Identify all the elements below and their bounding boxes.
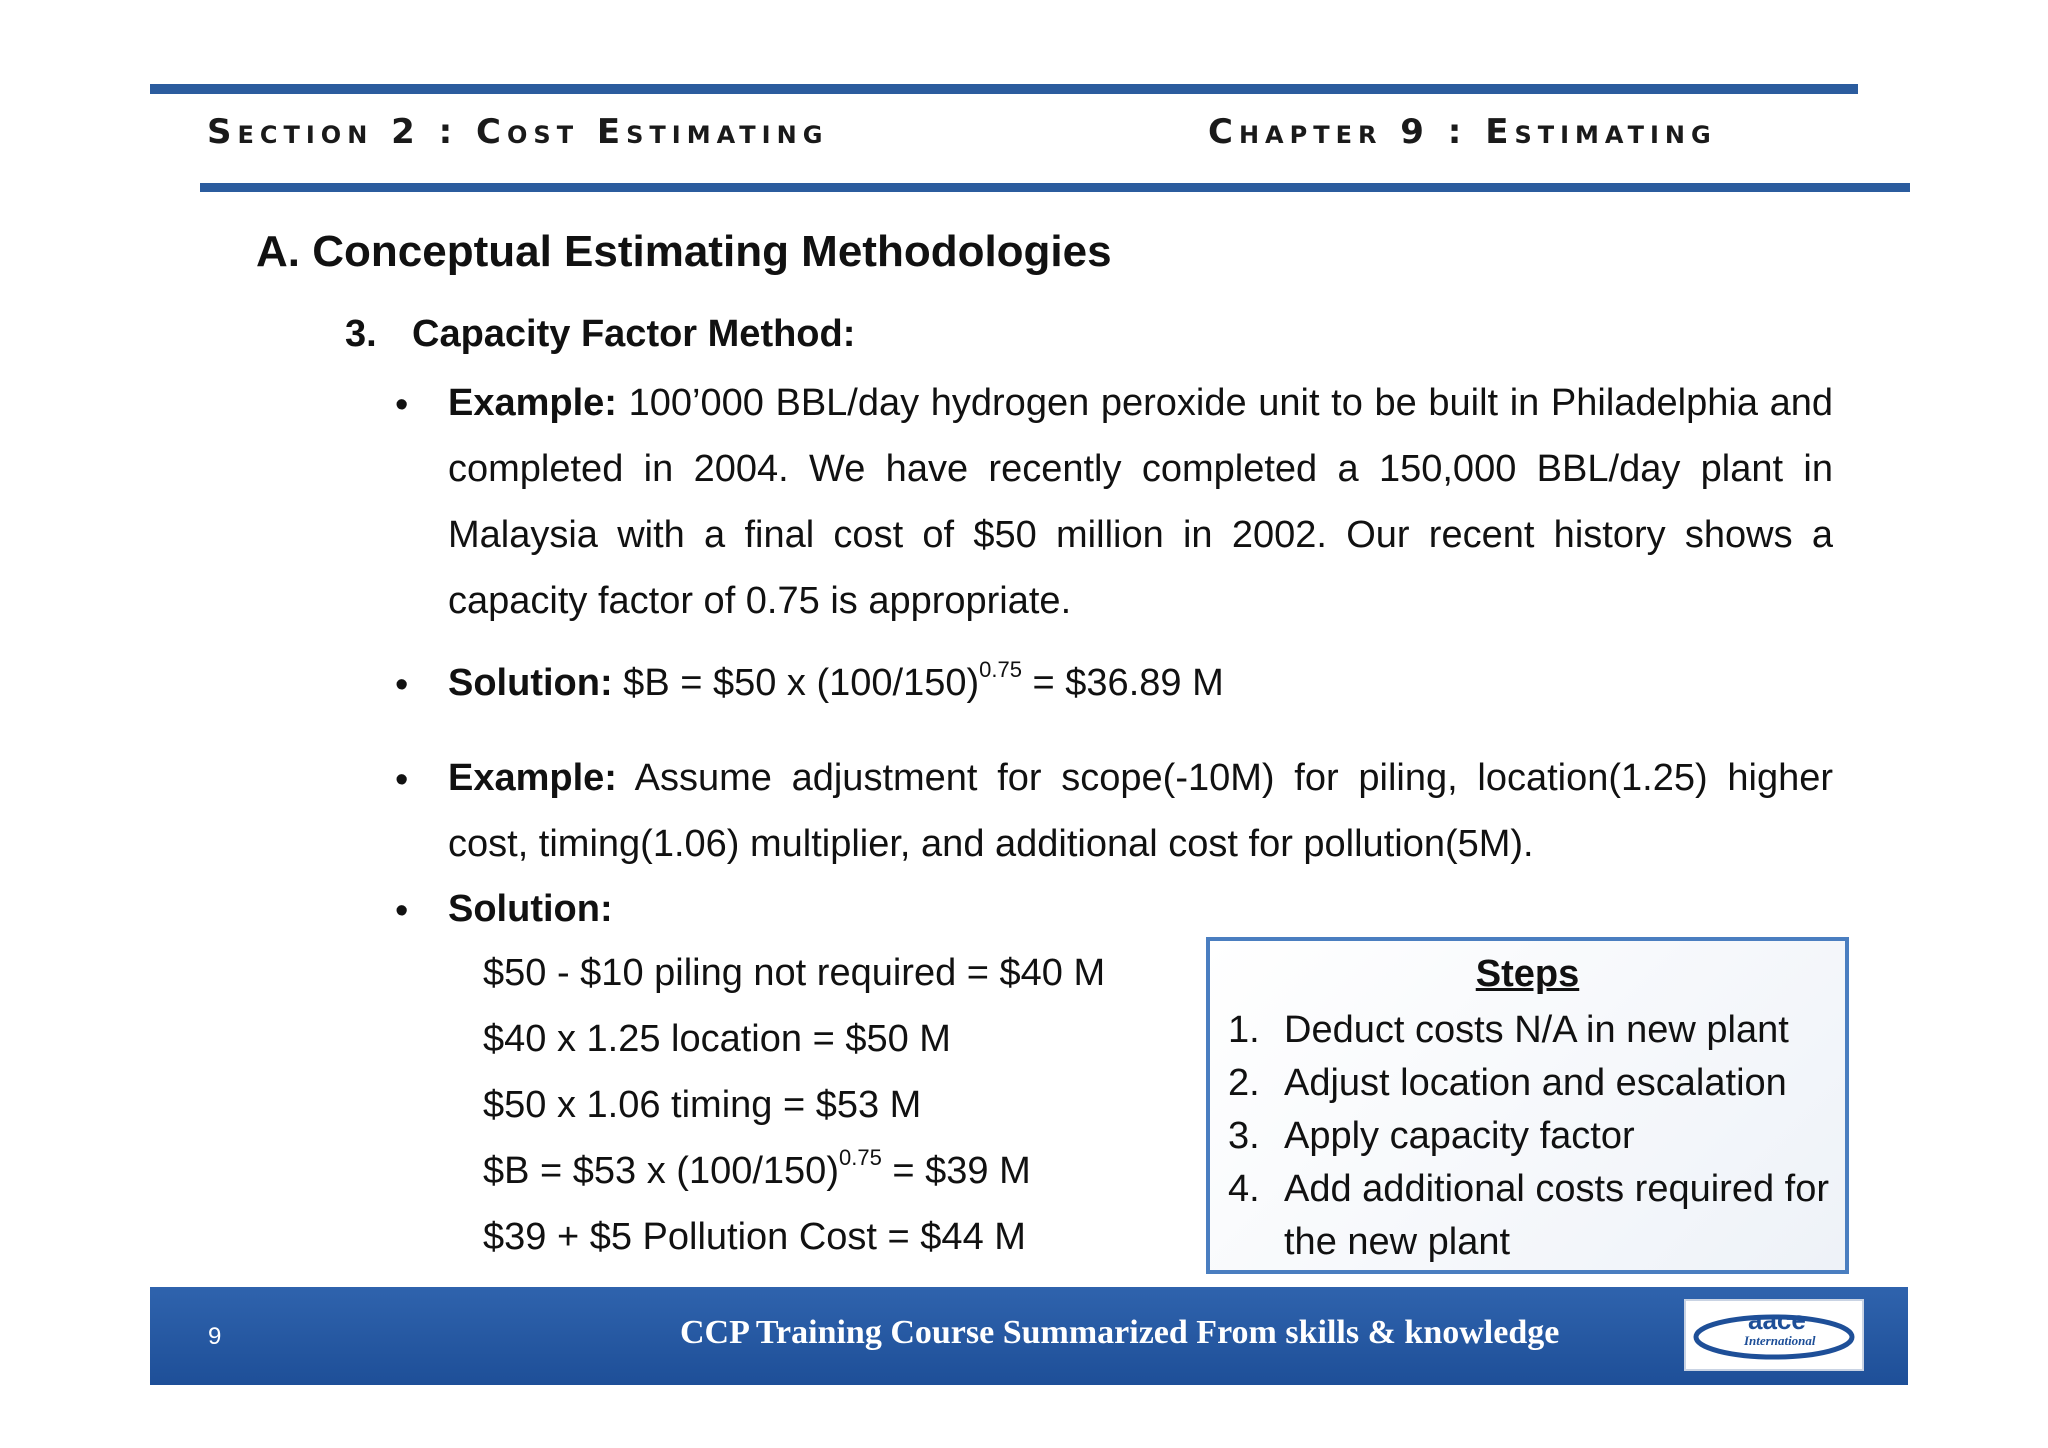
bullet-icon: •	[395, 384, 409, 426]
calculation-line: $50 x 1.06 timing = $53 M	[483, 1084, 922, 1126]
solution-1	[448, 650, 1833, 716]
example-2-label: Example:	[448, 757, 617, 799]
bullet-icon: •	[395, 890, 409, 932]
step-number: 4.	[1228, 1168, 1260, 1210]
steps-title: Steps	[1475, 953, 1580, 995]
bullet-icon: •	[395, 664, 409, 706]
step-number: 1.	[1228, 1009, 1260, 1051]
solution-1-exponent: 0.75	[979, 657, 1022, 682]
slide-title: A. Conceptual Estimating Methodologies	[256, 227, 1112, 276]
solution-1-formula: $B = $50 x (100/150)	[612, 662, 980, 704]
step-item	[1228, 1163, 1838, 1269]
step-text: Adjust location and escalation	[1284, 1062, 1787, 1104]
calculation-line: $40 x 1.25 location = $50 M	[483, 1018, 951, 1060]
logo-wordmark: aace	[1748, 1305, 1806, 1335]
solution-1-label: Solution:	[448, 662, 613, 704]
step-item	[1228, 1057, 1838, 1110]
solution-2	[448, 876, 1833, 942]
step-number: 3.	[1228, 1115, 1260, 1157]
calculation-line	[483, 1145, 1031, 1193]
calculation-exponent: 0.75	[838, 1145, 882, 1170]
step-number: 2.	[1228, 1062, 1260, 1104]
footer-bar	[150, 1287, 1908, 1385]
chapter-heading: Chapter 9 : Estimating	[1208, 112, 1717, 152]
example-1-label: Example:	[448, 382, 617, 424]
calculation-result: = $39 M	[881, 1150, 1031, 1192]
footer-text: CCP Training Course Summarized From skills & knowledge	[680, 1314, 1560, 1351]
logo-subtext: International	[1744, 1333, 1816, 1348]
page-number: 9	[208, 1323, 222, 1350]
method-heading	[345, 313, 855, 356]
example-1-text: 100’000 BBL/day hydrogen peroxide unit to be built in Philadelphia and completed in 2004. We have recently completed a 150,000 BBL/day plant in Malaysia with a final cost of $50 million in 2002. Our recent history shows a capacity factor of 0.75 is appropriate.	[448, 382, 1833, 622]
method-title: Capacity Factor Method:	[412, 313, 856, 355]
step-text: Apply capacity factor	[1284, 1115, 1635, 1157]
solution-1-result: = $36.89 M	[1021, 662, 1224, 704]
calculation-line: $50 - $10 piling not required = $40 M	[483, 952, 1106, 994]
section-heading: Section 2 : Cost Estimating	[207, 112, 829, 152]
calculation-formula: $B = $53 x (100/150)	[483, 1150, 839, 1192]
solution-2-label: Solution:	[448, 888, 613, 930]
example-1	[448, 370, 1833, 634]
bullet-icon: •	[395, 759, 409, 801]
method-number: 3.	[345, 313, 377, 355]
step-text: Add additional costs required for the new plant	[1284, 1168, 1829, 1263]
example-2-text: Assume adjustment for scope(-10M) for piling, location(1.25) higher cost, timing(1.06) multiplier, and additional cost for pollution(5M).	[448, 757, 1833, 865]
example-2	[448, 745, 1833, 877]
step-item	[1228, 1110, 1838, 1163]
header-rule-top	[150, 84, 1858, 94]
header-rule-bottom	[200, 183, 1910, 192]
step-item	[1228, 1004, 1838, 1057]
steps-box	[1206, 937, 1849, 1274]
aace-logo	[1684, 1299, 1864, 1371]
calculation-line: $39 + $5 Pollution Cost = $44 M	[483, 1216, 1026, 1258]
step-text: Deduct costs N/A in new plant	[1284, 1009, 1789, 1051]
